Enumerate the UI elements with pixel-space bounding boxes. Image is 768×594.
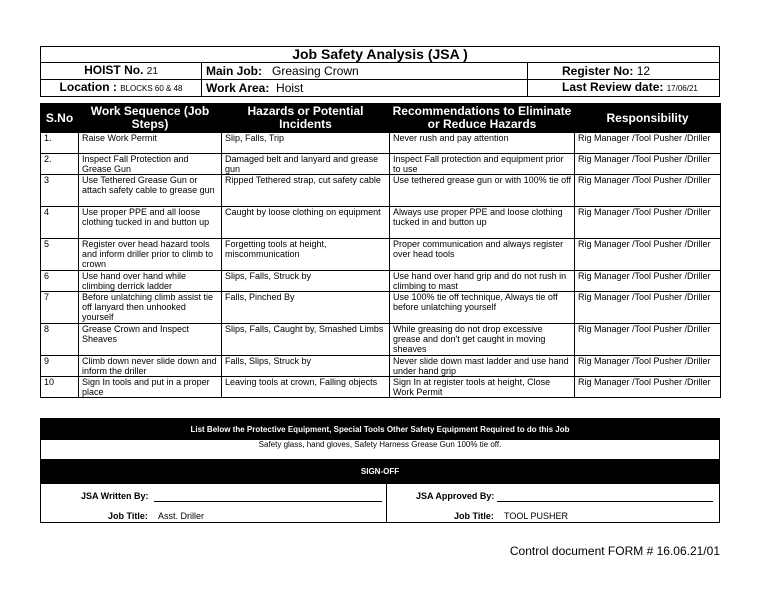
work-step: Use hand over hand while climbing derrick ladder <box>79 271 222 292</box>
signoff-heading: SIGN-OFF <box>41 460 720 484</box>
written-by-label: JSA Written By: <box>81 491 149 501</box>
hazard: Damaged belt and lanyard and grease gun <box>222 154 390 175</box>
responsibility: Rig Manager /Tool Pusher /Driller <box>575 154 721 175</box>
work-step: Grease Crown and Inspect Sheaves <box>79 324 222 356</box>
responsibility: Rig Manager /Tool Pusher /Driller <box>575 292 721 324</box>
work-area-label: Work Area: <box>206 80 270 95</box>
column-header-recommendations: Recommendations to Eliminate or Reduce Hazards <box>390 104 575 133</box>
location-value: BLOCKS 60 & 48 <box>120 84 183 93</box>
row-number: 9 <box>41 356 79 377</box>
work-step: Climb down never slide down and inform the driller <box>79 356 222 377</box>
hazard: Caught by loose clothing on equipment <box>222 207 390 239</box>
column-header-responsibility: Responsibility <box>575 104 721 133</box>
table-row <box>41 175 721 207</box>
review-date-value: 17/06/21 <box>666 84 698 93</box>
table-row <box>41 239 721 271</box>
document-title: Job Safety Analysis (JSA ) <box>41 47 720 63</box>
written-by-signature-line <box>154 501 382 502</box>
table-row <box>41 133 721 154</box>
work-area-cell <box>202 80 528 97</box>
responsibility: Rig Manager /Tool Pusher /Driller <box>575 239 721 271</box>
responsibility: Rig Manager /Tool Pusher /Driller <box>575 207 721 239</box>
row-number: 6 <box>41 271 79 292</box>
written-job-title-value: Asst. Driller <box>158 511 205 521</box>
hazard: Slip, Falls, Trip <box>222 133 390 154</box>
jsa-footer-table <box>40 418 720 523</box>
table-row <box>41 324 721 356</box>
hazard: Slips, Falls, Caught by, Smashed Limbs <box>222 324 390 356</box>
work-area-value: Hoist <box>276 80 304 95</box>
work-step: Inspect Fall Protection and Grease Gun <box>79 154 222 175</box>
review-date-label: Last Review date: <box>562 80 664 94</box>
recommendation: While greasing do not drop excessive grease and don't get caught in moving sheaves <box>390 324 575 356</box>
jsa-steps-table <box>40 103 721 398</box>
table-row <box>41 207 721 239</box>
work-step: Use Tethered Grease Gun or attach safety cable to grease gun <box>79 175 222 207</box>
hazard: Slips, Falls, Struck by <box>222 271 390 292</box>
location-cell <box>41 80 202 97</box>
responsibility: Rig Manager /Tool Pusher /Driller <box>575 271 721 292</box>
table-row <box>41 154 721 175</box>
control-document-number: Control document FORM # 16.06.21/01 <box>509 544 720 558</box>
work-step: Register over head hazard tools and inform driller prior to climb to crown <box>79 239 222 271</box>
row-number: 5 <box>41 239 79 271</box>
hoist-cell <box>41 63 202 80</box>
review-date-cell <box>528 80 720 97</box>
hazard: Falls, Slips, Struck by <box>222 356 390 377</box>
hazard: Forgetting tools at height, miscommunication <box>222 239 390 271</box>
jsa-header-table <box>40 46 720 97</box>
recommendation: Sign In at register tools at height, Close Work Permit <box>390 377 575 398</box>
recommendation: Use tethered grease gun or with 100% tie off <box>390 175 575 207</box>
responsibility: Rig Manager /Tool Pusher /Driller <box>575 324 721 356</box>
column-header-work-sequence: Work Sequence (Job Steps) <box>79 104 222 133</box>
approved-by-signature-line <box>497 501 713 502</box>
table-row <box>41 377 721 398</box>
responsibility: Rig Manager /Tool Pusher /Driller <box>575 356 721 377</box>
work-step: Before unlatching climb assist tie off lanyard then unhooked yourself <box>79 292 222 324</box>
location-label: Location : <box>59 80 117 94</box>
row-number: 10 <box>41 377 79 398</box>
recommendation: Never rush and pay attention <box>390 133 575 154</box>
hoist-label: HOIST No. <box>84 63 144 77</box>
main-job-value: Greasing Crown <box>272 63 359 78</box>
row-number: 7 <box>41 292 79 324</box>
equipment-list: Safety glass, hand gloves, Safety Harness Grease Gun 100% tie off. <box>41 440 720 460</box>
recommendation: Always use proper PPE and loose clothing tucked in and button up <box>390 207 575 239</box>
row-number: 8 <box>41 324 79 356</box>
work-step: Raise Work Permit <box>79 133 222 154</box>
responsibility: Rig Manager /Tool Pusher /Driller <box>575 377 721 398</box>
table-row <box>41 356 721 377</box>
written-by-block <box>41 484 387 523</box>
hazard: Ripped Tethered strap, cut safety cable <box>222 175 390 207</box>
recommendation: Use hand over hand grip and do not rush in climbing to mast <box>390 271 575 292</box>
equipment-heading: List Below the Protective Equipment, Special Tools Other Safety Equipment Required to do this Job <box>41 419 720 440</box>
table-header-row <box>41 104 721 133</box>
responsibility: Rig Manager /Tool Pusher /Driller <box>575 175 721 207</box>
work-step: Use proper PPE and all loose clothing tucked in and button up <box>79 207 222 239</box>
recommendation: Proper communication and always register over head tools <box>390 239 575 271</box>
hazard: Falls, Pinched By <box>222 292 390 324</box>
row-number: 1. <box>41 133 79 154</box>
recommendation: Never slide down mast ladder and use hand under hand grip <box>390 356 575 377</box>
main-job-cell <box>202 63 528 80</box>
approved-by-block <box>387 484 720 523</box>
row-number: 3 <box>41 175 79 207</box>
work-step: Sign In tools and put in a proper place <box>79 377 222 398</box>
row-number: 2. <box>41 154 79 175</box>
hazard: Leaving tools at crown, Falling objects <box>222 377 390 398</box>
hoist-value: 21 <box>146 66 158 77</box>
register-value: 12 <box>636 63 651 78</box>
approved-job-title-value: TOOL PUSHER <box>504 511 569 521</box>
register-cell <box>528 63 720 80</box>
main-job-label: Main Job: <box>206 63 262 78</box>
recommendation: Inspect Fall protection and equipment prior to use <box>390 154 575 175</box>
recommendation: Use 100% tie off technique, Always tie off before unlatching yourself <box>390 292 575 324</box>
written-job-title-label: Job Title: <box>108 511 148 521</box>
row-number: 4 <box>41 207 79 239</box>
register-label: Register No: <box>562 63 634 78</box>
responsibility: Rig Manager /Tool Pusher /Driller <box>575 133 721 154</box>
table-row <box>41 292 721 324</box>
column-header-hazards: Hazards or Potential Incidents <box>222 104 390 133</box>
column-header-sno: S.No <box>41 104 79 133</box>
approved-job-title-label: Job Title: <box>454 511 494 521</box>
approved-by-label: JSA Approved By: <box>416 491 495 501</box>
table-row <box>41 271 721 292</box>
